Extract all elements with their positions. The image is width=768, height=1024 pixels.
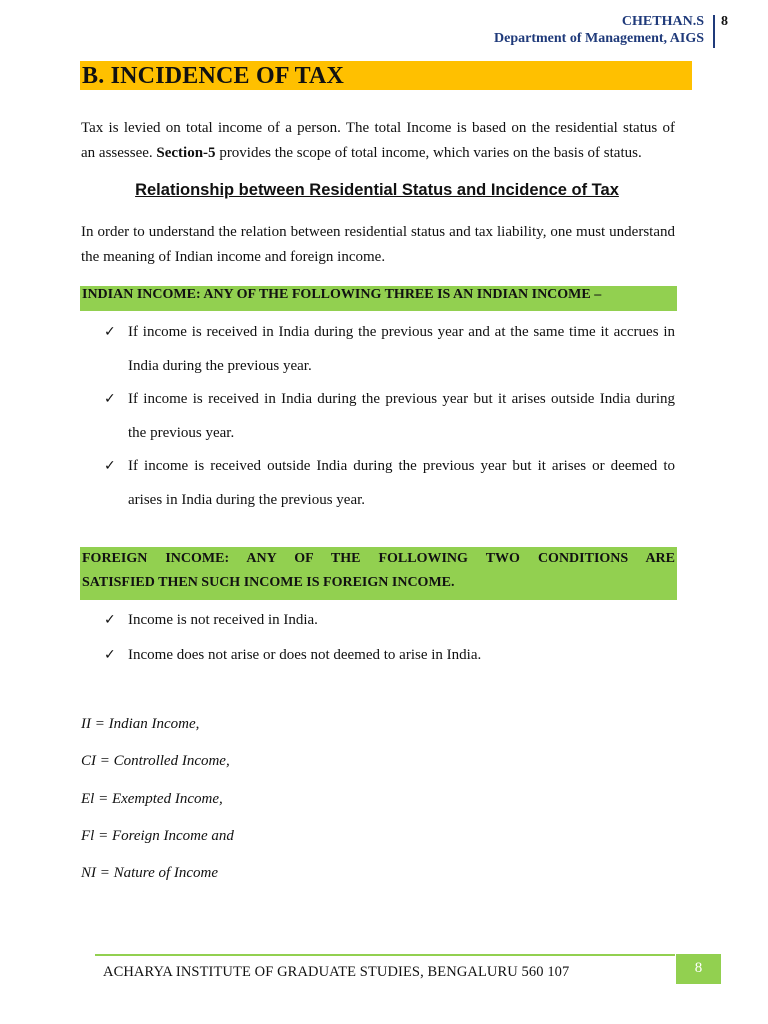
intro-line-1: Tax is levied on total income of a person. The total Income is based on the residential status of xyxy=(81,120,675,136)
item-line-1: If income is received in India during the previous year and at the same time it accrues in xyxy=(128,324,675,340)
intro-paragraph xyxy=(81,116,675,166)
intro-text-post: provides the scope of total income, which varies on the basis of status. xyxy=(215,145,642,161)
abbreviation-ei: El = Exempted Income, xyxy=(81,791,223,807)
header-department: Department of Management, AIGS xyxy=(494,31,704,46)
header-divider xyxy=(713,15,715,48)
foreign-heading-line-1: FOREIGN INCOME: ANY OF THE FOLLOWING TWO CONDITIONS ARE xyxy=(82,551,675,566)
item-line-2: India during the previous year. xyxy=(128,358,312,374)
abbreviation-ii: II = Indian Income, xyxy=(81,716,200,732)
footer-rule xyxy=(95,954,675,956)
header-page-number: 8 xyxy=(721,14,728,29)
footer-institute: ACHARYA INSTITUTE OF GRADUATE STUDIES, BENGALURU 560 107 xyxy=(103,964,570,980)
check-icon: ✓ xyxy=(104,647,116,663)
footer-page-number: 8 xyxy=(676,954,721,984)
abbreviation-ni: NI = Nature of Income xyxy=(81,865,219,881)
header-author: CHETHAN.S xyxy=(621,14,704,29)
intro-line-2 xyxy=(81,145,642,161)
item-line-2: the previous year. xyxy=(128,425,235,441)
item-text: Income is not received in India. xyxy=(128,612,318,628)
item-line-1: If income is received outside India during the previous year but it arises or deemed to xyxy=(128,458,675,474)
check-icon: ✓ xyxy=(104,458,116,474)
check-icon: ✓ xyxy=(104,612,116,628)
foreign-income-heading xyxy=(80,547,677,600)
abbreviation-fi: Fl = Foreign Income and xyxy=(81,828,234,844)
intro-text-pre: an assessee. xyxy=(81,145,157,161)
subheading: Relationship between Residential Status and Incidence of Tax xyxy=(135,181,619,199)
section-reference: Section-5 xyxy=(156,145,216,161)
item-line-2: arises in India during the previous year. xyxy=(128,492,366,508)
section-title: B. INCIDENCE OF TAX xyxy=(80,61,692,90)
check-icon: ✓ xyxy=(104,391,116,407)
item-text: Income does not arise or does not deemed to arise in India. xyxy=(128,647,482,663)
check-icon: ✓ xyxy=(104,324,116,340)
abbreviation-ci: CI = Controlled Income, xyxy=(81,753,230,769)
indian-income-heading: INDIAN INCOME: ANY OF THE FOLLOWING THREE IS AN INDIAN INCOME – xyxy=(80,286,677,311)
foreign-heading-line-2: SATISFIED THEN SUCH INCOME IS FOREIGN INCOME. xyxy=(82,575,455,590)
item-line-1: If income is received in India during the previous year but it arises outside India during xyxy=(128,391,675,407)
relation-paragraph: In order to understand the relation between residential status and tax liability, one must understand the meaning of Indian income and foreign income. xyxy=(81,224,675,265)
